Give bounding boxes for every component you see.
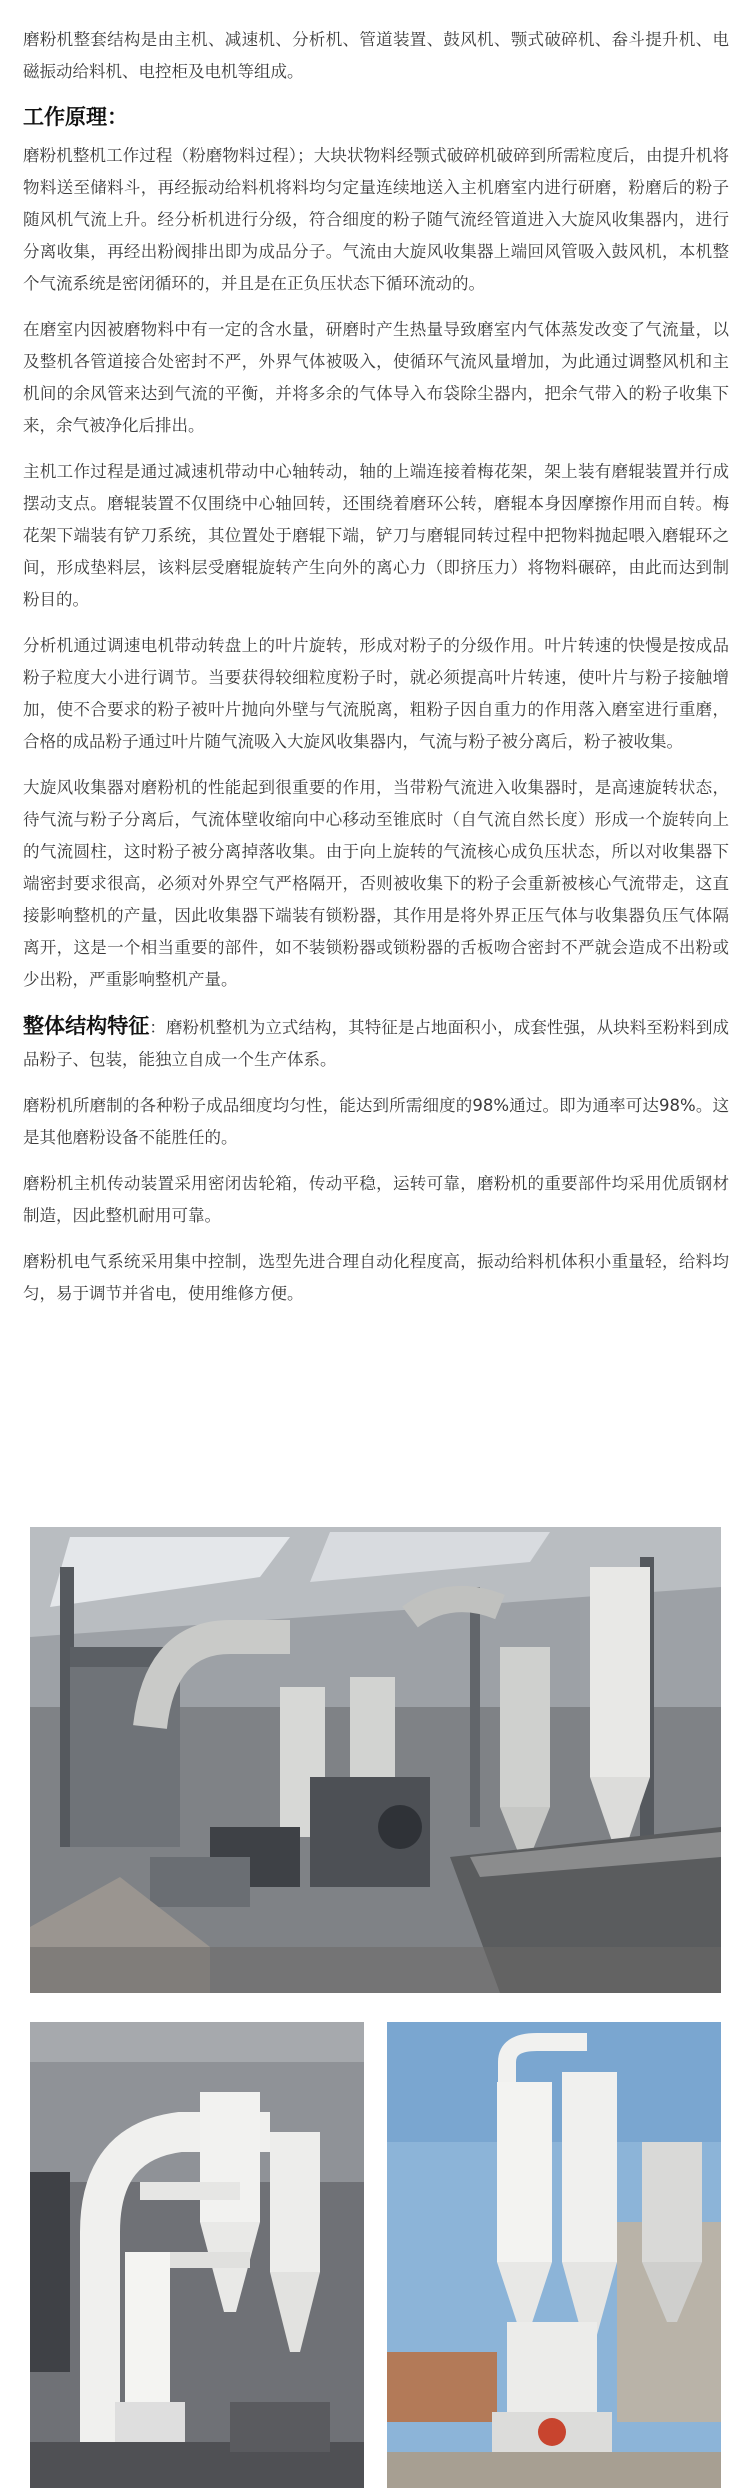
article-body	[23, 24, 729, 1324]
principle-paragraph: 分析机通过调速电机带动转盘上的叶片旋转，形成对粉子的分级作用。叶片转速的快慢是按成品粉子粒度大小进行调节。当要获得较细粒度粉子时，就必须提高叶片转速，使叶片与粉子接触增加，使不合要求的粉子被叶片抛向外壁与气流脱离，粗粉子因自重力的作用落入磨室进行重磨，合格的成品粉子通过叶片随气流吸入大旋风收集器内，气流与粉子被分离后，粉子被收集。	[23, 636, 729, 751]
principle-paragraph: 主机工作过程是通过减速机带动中心轴转动，轴的上端连接着梅花架，架上装有磨辊装置并行成摆动支点。磨辊装置不仅围绕中心轴回转，还围绕着磨环公转，磨辊本身因摩擦作用而自转。梅花架下端装有铲刀系统，其位置处于磨辊下端，铲刀与磨辊同转过程中把物料抛起喂入磨辊环之间，形成垫料层，该料层受磨辊旋转产生向外的离心力（即挤压力）将物料碾碎，由此而达到制粉目的。	[23, 462, 729, 609]
overall-structure-heading: 整体结构特征	[23, 1014, 150, 1038]
intro-paragraph: 磨粉机整套结构是由主机、减速机、分析机、管道装置、鼓风机、颚式破碎机、畚斗提升机、电磁振动给料机、电控柜及电机等组成。	[23, 30, 729, 81]
structure-lead-paragraph	[23, 1010, 729, 1076]
working-principle-heading: 工作原理：	[23, 105, 128, 129]
structure-paragraph: 磨粉机主机传动装置采用密闭齿轮箱，传动平稳，运转可靠，磨粉机的重要部件均采用优质钢材制造，因此整机耐用可靠。	[23, 1174, 729, 1225]
structure-paragraph: 磨粉机电气系统采用集中控制，选型先进合理自动化程度高，振动给料机体积小重量轻，给料均匀，易于调节并省电，使用维修方便。	[23, 1252, 729, 1303]
structure-paragraph: 磨粉机所磨制的各种粉子成品细度均匀性，能达到所需细度的98%通过。即为通率可达98%。这是其他磨粉设备不能胜任的。	[23, 1096, 729, 1147]
factory-mill-photo	[30, 1527, 721, 1993]
white-mill-unit-photo	[30, 2022, 364, 2488]
principle-paragraph: 在磨室内因被磨物料中有一定的含水量，研磨时产生热量导致磨室内气体蒸发改变了气流量，以及整机各管道接合处密封不严，外界气体被吸入，使循环气流风量增加，为此通过调整风机和主机间的余风管来达到气流的平衡，并将多余的气体导入布袋除尘器内，把余气带入的粉子收集下来，余气被净化后排出。	[23, 320, 729, 435]
principle-paragraph: 大旋风收集器对磨粉机的性能起到很重要的作用，当带粉气流进入收集器时，是高速旋转状态，待气流与粉子分离后，气流体壁收缩向中心移动至锥底时（自气流自然长度）形成一个旋转向上的气流圆柱，这时粉子被分离掉落收集。由于向上旋转的气流核心成负压状态，所以对收集器下端密封要求很高，必须对外界空气严格隔开，否则被收集下的粉子会重新被核心气流带走，这直接影响整机的产量，因此收集器下端装有锁粉器，其作用是将外界正压气体与收集器负压气体隔离开，这是一个相当重要的部件，如不装锁粉器或锁粉器的舌板吻合密封不严就会造成不出粉或少出粉，严重影响整机产量。	[23, 778, 729, 989]
outdoor-mill-photo	[387, 2022, 721, 2488]
structure-lead-text: ：磨粉机整机为立式结构，其特征是占地面积小，成套性强，从块料至粉料到成品粉子、包装，能独立自成一个生产体系。	[23, 1018, 729, 1069]
principle-paragraph: 磨粉机整机工作过程（粉磨物料过程）；大块状物料经颚式破碎机破碎到所需粒度后，由提升机将物料送至储料斗，再经振动给料机将料均匀定量连续地送入主机磨室内进行研磨，粉磨后的粉子随风机气流上升。经分析机进行分级，符合细度的粉子随气流经管道进入大旋风收集器内，进行分离收集，再经出粉阀排出即为成品分子。气流由大旋风收集器上端回风管吸入鼓风机，本机整个气流系统是密闭循环的，并且是在正负压状态下循环流动的。	[23, 146, 729, 293]
